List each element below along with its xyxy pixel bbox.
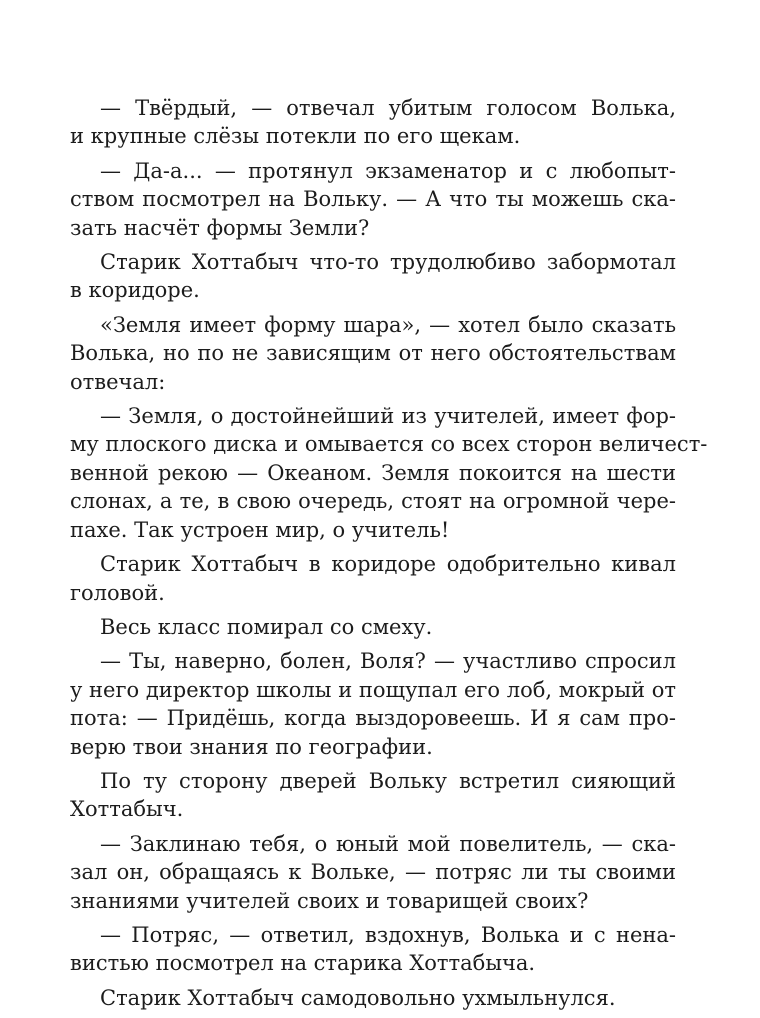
paragraph [70, 157, 676, 242]
paragraph [70, 402, 708, 544]
paragraph [70, 984, 676, 1012]
text-line: Старик Хоттабыч самодовольно ухмыльнулся. [100, 985, 616, 1010]
text-line: — Потряс, — ответил, вздохнув, Волька и с нена- [100, 922, 676, 947]
text-line: зать насчёт формы Земли? [70, 215, 370, 240]
text-line: — Ты, наверно, болен, Воля? — участливо спросил [100, 649, 676, 674]
text-line: ством посмотрел на Вольку. — А что ты можешь ска- [70, 187, 676, 212]
text-line: По ту сторону дверей Вольку встретил сияющий [100, 768, 676, 793]
text-line: Старик Хоттабыч в коридоре одобрительно кивал [100, 552, 676, 577]
paragraph [70, 94, 676, 151]
paragraph [70, 830, 676, 915]
text-line: у него директор школы и пощупал его лоб, мокрый от [70, 677, 676, 702]
paragraph [70, 613, 676, 641]
text-line: верю твои знания по географии. [70, 734, 433, 759]
text-line: пахе. Так устроен мир, о учитель! [70, 517, 450, 542]
page-text [70, 94, 708, 1012]
text-line: — Заклинаю тебя, о юный мой повелитель, — ска- [100, 831, 676, 856]
text-line: зал он, обращаясь к Вольке, — потряс ли ты своими [70, 860, 676, 885]
text-line: Волька, но по не зависящим от него обстоятельствам [70, 341, 676, 366]
text-line: «Земля имеет форму шара», — хотел было сказать [100, 312, 676, 337]
text-line: головой. [70, 580, 165, 605]
text-line: — Земля, о достойнейший из учителей, имеет фор- [100, 404, 676, 429]
paragraph [70, 647, 676, 761]
text-line: венной рекою — Океаном. Земля покоится на шести [70, 460, 676, 485]
text-line: Старик Хоттабыч что-то трудолюбиво забормотал [100, 250, 676, 275]
paragraph [70, 311, 676, 396]
paragraph [70, 767, 676, 824]
text-line: Хоттабыч. [70, 797, 184, 822]
text-line: и крупные слёзы потекли по его щекам. [70, 124, 521, 149]
book-page [70, 94, 708, 1018]
text-line: Весь класс помирал со смеху. [100, 614, 433, 639]
text-line: — Да-а... — протянул экзаменатор и с любопыт- [100, 158, 676, 183]
paragraph [70, 921, 676, 978]
text-line: слонах, а те, в свою очередь, стоят на огромной чере- [70, 489, 676, 514]
text-line: му плоского диска и омывается со всех сторон величест- [70, 432, 708, 457]
text-line: в коридоре. [70, 278, 200, 303]
text-line: — Твёрдый, — отвечал убитым голосом Волька, [100, 96, 676, 120]
text-line: знаниями учителей своих и товарищей своих? [70, 888, 589, 913]
text-line: вистью посмотрел на старика Хоттабыча. [70, 951, 536, 976]
paragraph [70, 550, 676, 607]
paragraph [70, 248, 676, 305]
text-line: пота: — Придёшь, когда выздоровеешь. И я сам про- [70, 706, 676, 731]
text-line: отвечал: [70, 369, 166, 394]
